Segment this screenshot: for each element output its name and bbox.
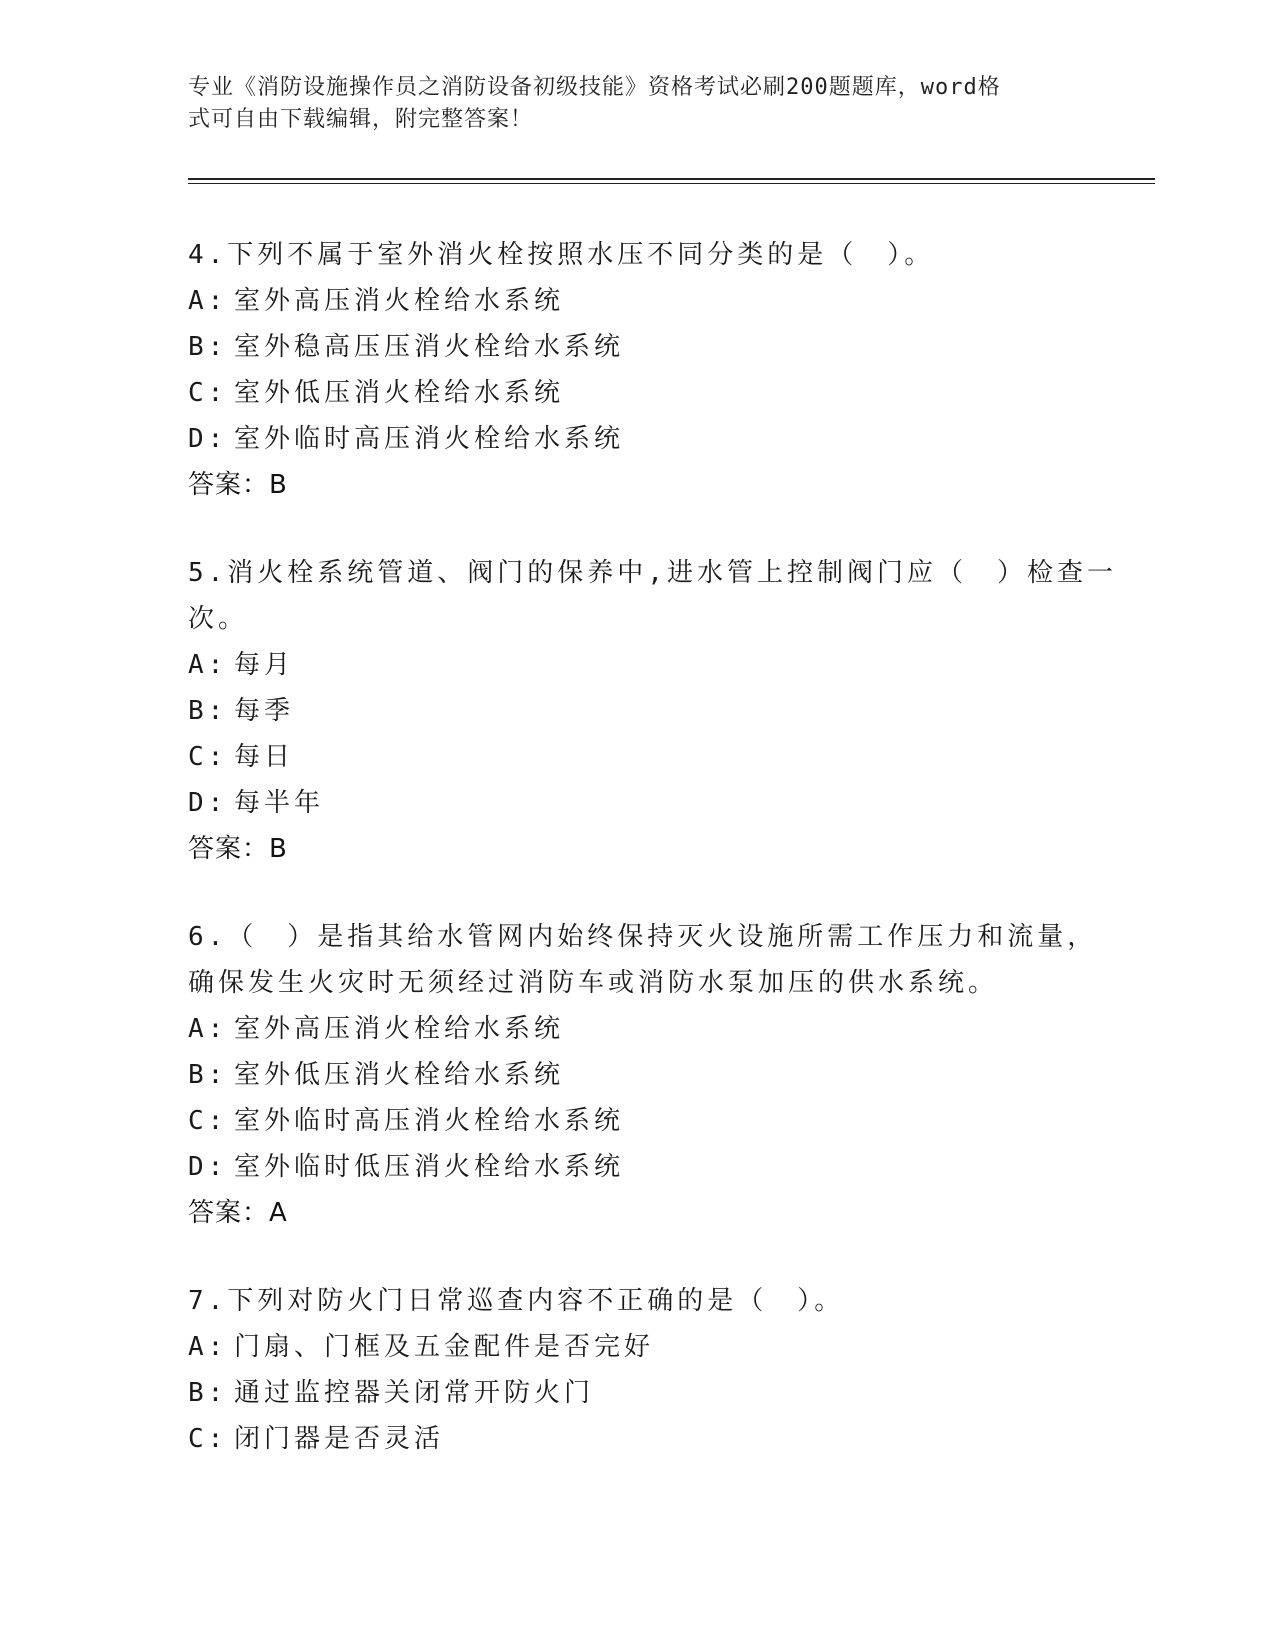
option-row	[188, 780, 1088, 826]
question-stem: 次。	[188, 604, 249, 634]
option-row	[188, 1144, 1088, 1190]
option-text: 每季	[234, 696, 295, 726]
option-label: B:	[188, 1378, 228, 1408]
answer-line: 答案：A	[188, 1198, 288, 1228]
option-label: A:	[188, 1014, 228, 1044]
option-text: 通过监控器关闭常开防火门	[234, 1378, 595, 1408]
option-text: 室外高压消火栓给水系统	[234, 286, 565, 316]
option-text: 每月	[234, 650, 295, 680]
option-row	[188, 324, 1088, 370]
question-stem: 4.下列不属于室外消火栓按照水压不同分类的是（ ）。	[188, 240, 935, 270]
option-row	[188, 278, 1088, 324]
question-block	[188, 1278, 1088, 1462]
option-label: A:	[188, 650, 228, 680]
option-label: D:	[188, 424, 228, 454]
option-text: 每半年	[234, 788, 325, 818]
question-list	[188, 232, 1117, 1504]
question-stem: 6.（ ）是指其给水管网内始终保持灭火设施所需工作压力和流量，	[188, 922, 1098, 952]
option-label: A:	[188, 1332, 228, 1362]
option-label: C:	[188, 1106, 228, 1136]
option-label: B:	[188, 332, 228, 362]
header-divider-thick	[188, 178, 1155, 180]
document-header	[188, 72, 1078, 136]
option-row	[188, 688, 1088, 734]
option-row	[188, 1416, 1088, 1462]
answer-line: 答案：B	[188, 834, 288, 864]
option-label: C:	[188, 1424, 228, 1454]
option-row	[188, 734, 1088, 780]
question-block	[188, 232, 1088, 508]
header-line-1: 专业《消防设施操作员之消防设备初级技能》资格考试必刷200题题库，word格	[188, 75, 1001, 100]
option-row	[188, 1052, 1088, 1098]
option-label: D:	[188, 788, 228, 818]
question-stem: 5.消火栓系统管道、阀门的保养中,进水管上控制阀门应（ ）检查一	[188, 558, 1117, 588]
option-text: 室外低压消火栓给水系统	[234, 378, 565, 408]
question-stem: 7.下列对防火门日常巡查内容不正确的是（ ）。	[188, 1286, 845, 1316]
option-row	[188, 1098, 1088, 1144]
question-block	[188, 550, 1117, 872]
answer-line: 答案：B	[188, 470, 288, 500]
option-text: 室外临时低压消火栓给水系统	[234, 1152, 625, 1182]
option-text: 室外稳高压压消火栓给水系统	[234, 332, 625, 362]
option-text: 每日	[234, 742, 295, 772]
option-text: 室外低压消火栓给水系统	[234, 1060, 565, 1090]
option-label: C:	[188, 378, 228, 408]
option-label: C:	[188, 742, 228, 772]
option-row	[188, 1006, 1088, 1052]
option-text: 闭门器是否灵活	[234, 1424, 445, 1454]
option-label: A:	[188, 286, 228, 316]
option-text: 室外临时高压消火栓给水系统	[234, 424, 625, 454]
option-label: D:	[188, 1152, 228, 1182]
option-row	[188, 416, 1088, 462]
header-line-2: 式可自由下载编辑，附完整答案！	[188, 107, 534, 132]
option-text: 室外高压消火栓给水系统	[234, 1014, 565, 1044]
option-row	[188, 1324, 1088, 1370]
option-row	[188, 370, 1088, 416]
question-block	[188, 914, 1098, 1236]
option-text: 室外临时高压消火栓给水系统	[234, 1106, 625, 1136]
option-text: 门扇、门框及五金配件是否完好	[234, 1332, 655, 1362]
option-label: B:	[188, 1060, 228, 1090]
option-row	[188, 642, 1088, 688]
option-row	[188, 1370, 1088, 1416]
header-divider-thin	[188, 183, 1155, 184]
option-label: B:	[188, 696, 228, 726]
question-stem: 确保发生火灾时无须经过消防车或消防水泵加压的供水系统。	[188, 968, 999, 998]
